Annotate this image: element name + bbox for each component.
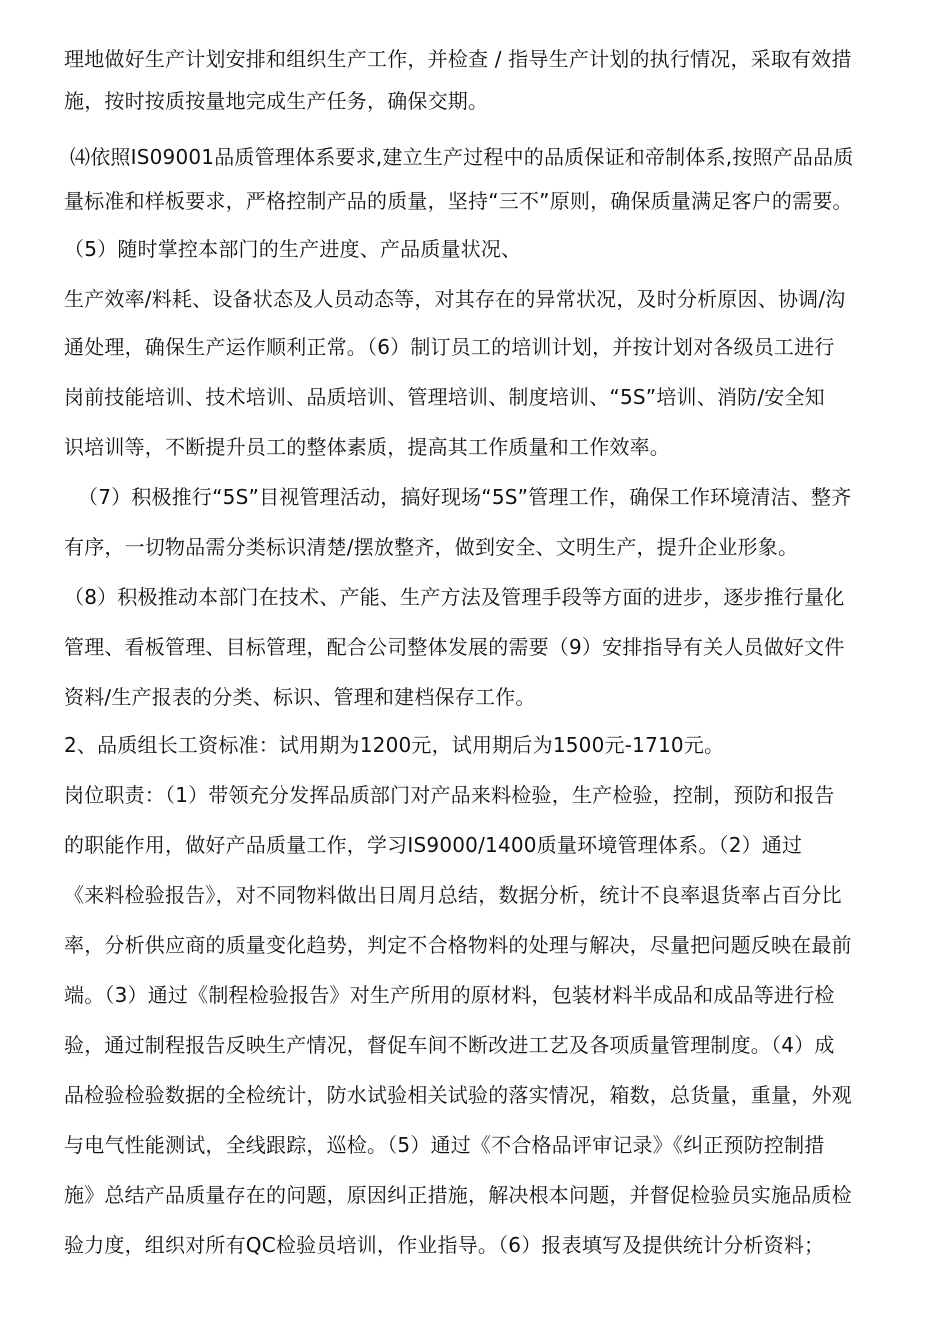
text-line: 岗前技能培训、技术培训、品质培训、管理培训、制度培训、“5S”培训、消防/安全知 bbox=[64, 385, 825, 409]
text-line: 通处理，确保生产运作顺利正常。（6）制订员工的培训计划，并按计划对各级员工进行 bbox=[64, 335, 835, 359]
text-line: （5）随时掌控本部门的生产进度、产品质量状况、 bbox=[64, 237, 522, 261]
text-line: 生产效率/料耗、设备状态及人员动态等，对其存在的异常状况，及时分析原因、协调/沟 bbox=[64, 287, 846, 311]
text-line: ⑷依照IS09001品质管理体系要求,建立生产过程中的品质保证和帝制体系,按照产品品质 bbox=[70, 145, 854, 169]
text-line: 有序，一切物品需分类标识清楚/摆放整齐，做到安全、文明生产，提升企业形象。 bbox=[64, 535, 799, 559]
text-line: 端。（3）通过《制程检验报告》对生产所用的原材料，包装材料半成品和成品等进行检 bbox=[64, 983, 835, 1007]
text-line: 与电气性能测试，全线跟踪，巡检。（5）通过《不合格品评审记录》《纠正预防控制措 bbox=[64, 1133, 825, 1157]
text-line: 管理、看板管理、目标管理，配合公司整体发展的需要（9）安排指导有关人员做好文件 bbox=[64, 635, 845, 659]
text-line: 量标准和样板要求，严格控制产品的质量，坚持“三不”原则，确保质量满足客户的需要。 bbox=[64, 189, 853, 213]
text-line: 验，通过制程报告反映生产情况，督促车间不断改进工艺及各项质量管理制度。（4）成 bbox=[64, 1033, 835, 1057]
text-line: 2、品质组长工资标准：试用期为1200元，试用期后为1500元-1710元。 bbox=[64, 733, 725, 757]
text-line: 识培训等，不断提升员工的整体素质，提高其工作质量和工作效率。 bbox=[64, 435, 670, 459]
text-line: （7）积极推行“5S”目视管理活动，搞好现场“5S”管理工作，确保工作环境清洁、整齐 bbox=[78, 485, 852, 509]
text-line: 资料/生产报表的分类、标识、管理和建档保存工作。 bbox=[64, 685, 536, 709]
text-line: 验力度，组织对所有QC检验员培训，作业指导。（6）报表填写及提供统计分析资料； bbox=[64, 1233, 825, 1257]
text-line: 施，按时按质按量地完成生产任务，确保交期。 bbox=[64, 89, 489, 113]
text-line: 的职能作用，做好产品质量工作，学习IS9000/1400质量环境管理体系。（2）通过 bbox=[64, 833, 803, 857]
text-line: 岗位职责：（1）带领充分发挥品质部门对产品来料检验，生产检验，控制，预防和报告 bbox=[64, 783, 835, 807]
text-line: 率，分析供应商的质量变化趋势，判定不合格物料的处理与解决，尽量把问题反映在最前 bbox=[64, 933, 852, 957]
text-line: （8）积极推动本部门在技术、产能、生产方法及管理手段等方面的进步，逐步推行量化 bbox=[64, 585, 845, 609]
text-line: 《来料检验报告》，对不同物料做出日周月总结，数据分析，统计不良率退货率占百分比 bbox=[64, 883, 842, 907]
text-line: 施》总结产品质量存在的问题，原因纠正措施，解决根本问题，并督促检验员实施品质检 bbox=[64, 1183, 852, 1207]
text-line: 品检验检验数据的全检统计，防水试验相关试验的落实情况，箱数，总货量，重量，外观 bbox=[64, 1083, 852, 1107]
text-line: 理地做好生产计划安排和组织生产工作，并检查 / 指导生产计划的执行情况，采取有效措 bbox=[64, 47, 852, 71]
